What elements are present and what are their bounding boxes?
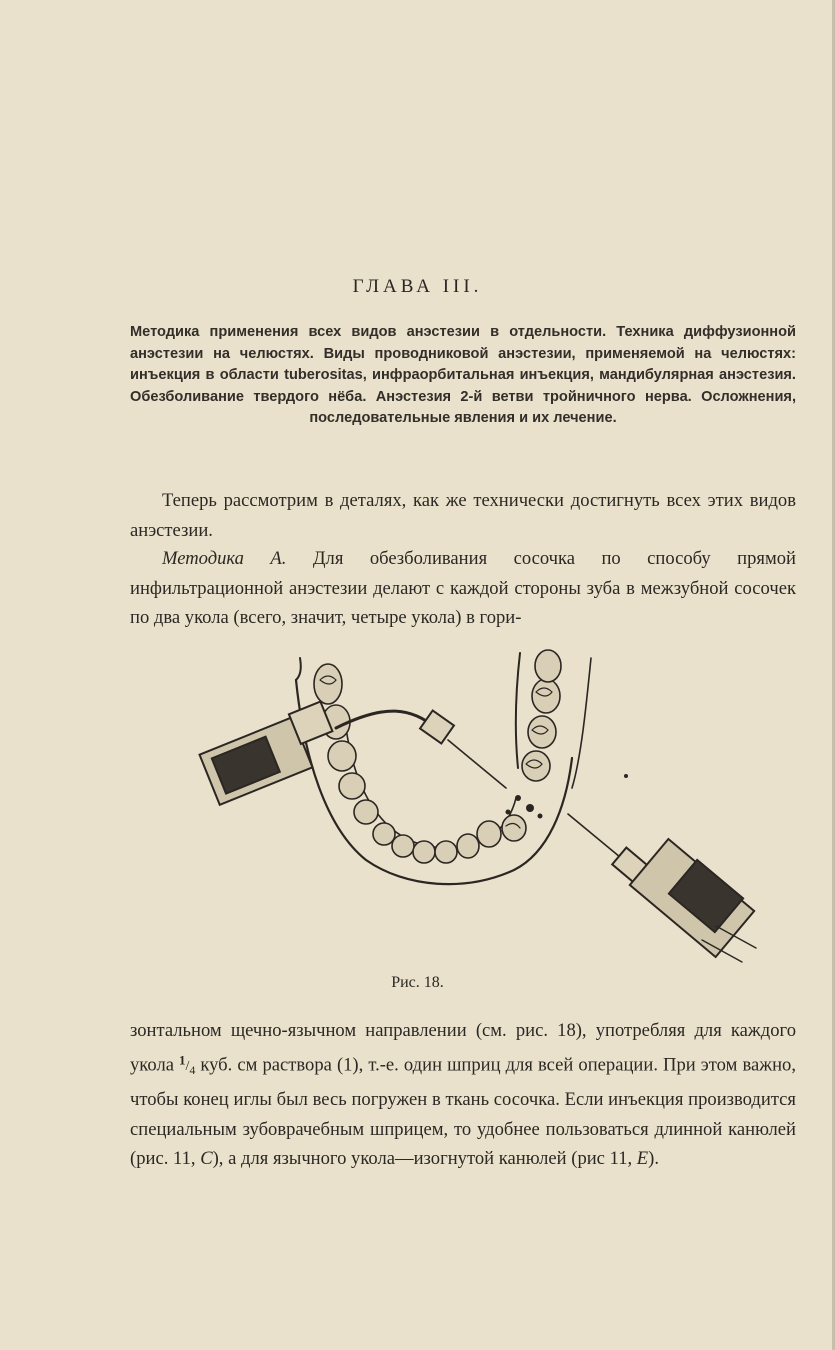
continuation-part-1: зонтальном щечно-язычном направлении (см. рис. 18), употребляя для каждого укола [130,1020,796,1076]
paragraph-method-a [130,544,796,633]
continuation-part-2: куб. см раствора (1), т.-е. один шприц для всей операции. При этом важно, чтобы конец иглы был весь погружен в ткань сосочка. Если инъекция производится специальным зубоврачебным шприцем, то удобнее пользоваться длинной канюлей (рис. 11, [130,1054,796,1170]
paragraph-intro: Теперь рассмотрим в деталях, как же технически достигнуть всех этих видов анэстезии. [130,490,796,541]
paragraph-continuation [130,1016,796,1174]
figure-18-illustration [196,648,766,978]
method-a-lead: Методика А. [162,548,287,569]
continuation-part-4: ). [648,1148,659,1170]
method-a-text: Для обезболивания сосочка по способу прямой инфильтрационной анэстезии делают с каждой стороны зуба в межзубной сосочек по два укола (всего, значит, четыре укола) в гори- [130,548,796,628]
fraction-denominator: 4 [189,1063,196,1077]
ref-e: Е [636,1148,649,1170]
fraction-numerator: 1 [179,1052,186,1068]
ref-c: С [200,1148,213,1170]
figure-caption: Рис. 18. [391,974,444,991]
fraction-slash: / [185,1059,190,1075]
continuation-part-3: ), а для язычного укола—изогнутой канюлей (рис 11, [212,1148,637,1170]
chapter-title: ГЛАВА III. [352,276,483,297]
fraction-one-quarter [179,1052,196,1077]
chapter-summary: Методика применения всех видов анэстезии в отдельности. Техника диффузионной анэстезии на челюстях. Виды проводниковой анэстезии, применяемой на челюстях: инъекция в области tuberositas, инфраорбитальная инъекция, мандибулярная анэстезия. Обезболивание твердого нёба. Анэстезия 2-й ветви тройничного нерва. Осложнения, последовательные явления и их лечение. [130,324,796,427]
